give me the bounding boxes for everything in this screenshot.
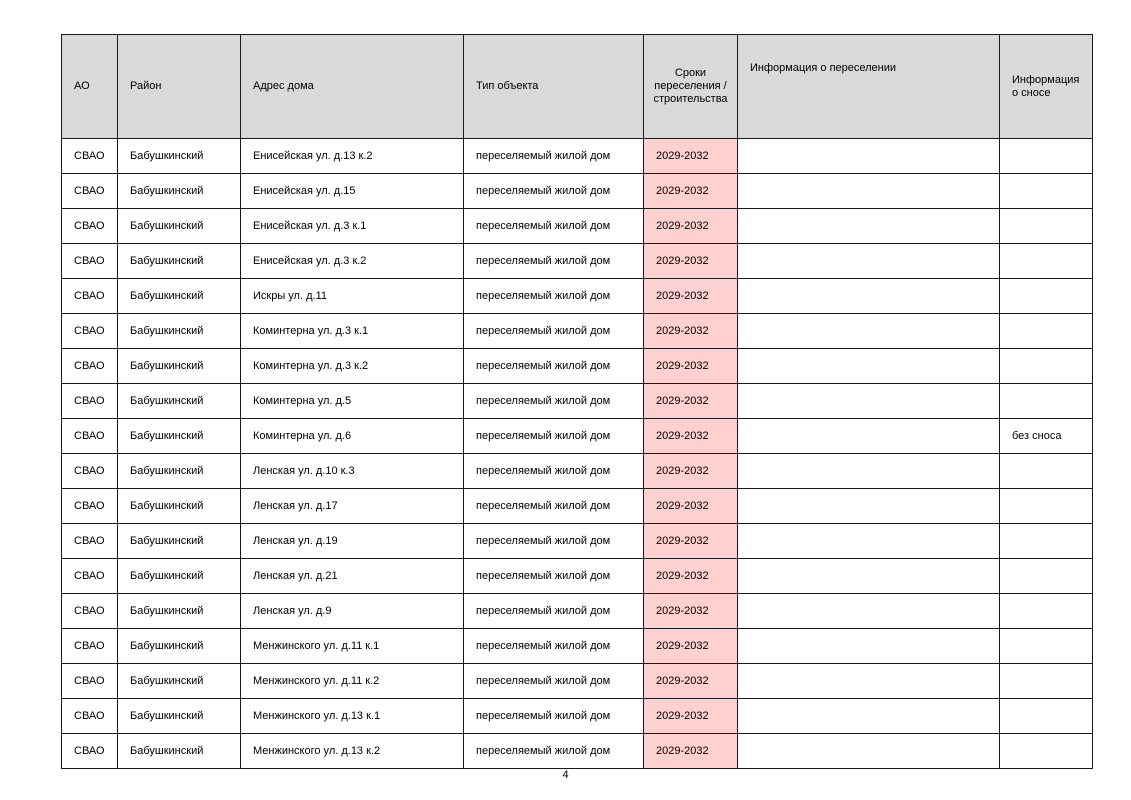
cell-period: 2029-2032: [644, 699, 738, 734]
cell-district: Бабушкинский: [118, 629, 241, 664]
table-row: [62, 279, 1093, 314]
cell-demolition-info: [1000, 139, 1093, 174]
cell-period: 2029-2032: [644, 524, 738, 559]
table-header: [62, 35, 1093, 139]
cell-district: Бабушкинский: [118, 139, 241, 174]
cell-object-type: переселяемый жилой дом: [464, 454, 644, 489]
header-row: [62, 35, 1093, 139]
cell-resettlement-info: [738, 489, 1000, 524]
cell-address: Менжинского ул. д.11 к.2: [241, 664, 464, 699]
header-period: Сроки переселения / строительства: [644, 35, 738, 139]
cell-demolition-info: [1000, 384, 1093, 419]
cell-ao: СВАО: [62, 139, 118, 174]
cell-demolition-info: [1000, 349, 1093, 384]
cell-address: Коминтерна ул. д.5: [241, 384, 464, 419]
cell-period: 2029-2032: [644, 489, 738, 524]
cell-address: Ленская ул. д.21: [241, 559, 464, 594]
cell-district: Бабушкинский: [118, 524, 241, 559]
cell-resettlement-info: [738, 594, 1000, 629]
table-row: [62, 244, 1093, 279]
cell-ao: СВАО: [62, 454, 118, 489]
cell-period: 2029-2032: [644, 314, 738, 349]
cell-address: Коминтерна ул. д.3 к.2: [241, 349, 464, 384]
cell-ao: СВАО: [62, 489, 118, 524]
cell-resettlement-info: [738, 244, 1000, 279]
cell-ao: СВАО: [62, 734, 118, 769]
header-district: Район: [118, 35, 241, 139]
table-row: [62, 629, 1093, 664]
cell-district: Бабушкинский: [118, 349, 241, 384]
cell-district: Бабушкинский: [118, 209, 241, 244]
cell-object-type: переселяемый жилой дом: [464, 279, 644, 314]
cell-object-type: переселяемый жилой дом: [464, 244, 644, 279]
cell-address: Енисейская ул. д.15: [241, 174, 464, 209]
cell-object-type: переселяемый жилой дом: [464, 209, 644, 244]
cell-demolition-info: [1000, 594, 1093, 629]
cell-period: 2029-2032: [644, 629, 738, 664]
cell-demolition-info: [1000, 244, 1093, 279]
cell-address: Ленская ул. д.17: [241, 489, 464, 524]
cell-resettlement-info: [738, 174, 1000, 209]
cell-period: 2029-2032: [644, 244, 738, 279]
cell-district: Бабушкинский: [118, 699, 241, 734]
cell-object-type: переселяемый жилой дом: [464, 664, 644, 699]
cell-resettlement-info: [738, 524, 1000, 559]
header-object-type: Тип объекта: [464, 35, 644, 139]
cell-resettlement-info: [738, 314, 1000, 349]
table-row: [62, 419, 1093, 454]
cell-district: Бабушкинский: [118, 664, 241, 699]
cell-demolition-info: [1000, 699, 1093, 734]
cell-ao: СВАО: [62, 664, 118, 699]
cell-demolition-info: [1000, 559, 1093, 594]
cell-district: Бабушкинский: [118, 419, 241, 454]
cell-ao: СВАО: [62, 244, 118, 279]
table-row: [62, 594, 1093, 629]
cell-address: Ленская ул. д.9: [241, 594, 464, 629]
cell-object-type: переселяемый жилой дом: [464, 419, 644, 454]
table-row: [62, 174, 1093, 209]
cell-resettlement-info: [738, 384, 1000, 419]
cell-ao: СВАО: [62, 384, 118, 419]
cell-demolition-info: без сноса: [1000, 419, 1093, 454]
cell-period: 2029-2032: [644, 139, 738, 174]
cell-ao: СВАО: [62, 629, 118, 664]
cell-ao: СВАО: [62, 279, 118, 314]
cell-ao: СВАО: [62, 209, 118, 244]
header-ao: АО: [62, 35, 118, 139]
cell-district: Бабушкинский: [118, 174, 241, 209]
cell-resettlement-info: [738, 699, 1000, 734]
cell-district: Бабушкинский: [118, 734, 241, 769]
table-row: [62, 349, 1093, 384]
cell-ao: СВАО: [62, 349, 118, 384]
cell-address: Ленская ул. д.10 к.3: [241, 454, 464, 489]
cell-ao: СВАО: [62, 419, 118, 454]
cell-district: Бабушкинский: [118, 314, 241, 349]
cell-object-type: переселяемый жилой дом: [464, 559, 644, 594]
cell-resettlement-info: [738, 349, 1000, 384]
table-row: [62, 489, 1093, 524]
table-row: [62, 664, 1093, 699]
table-body: [62, 139, 1093, 769]
cell-district: Бабушкинский: [118, 594, 241, 629]
cell-demolition-info: [1000, 454, 1093, 489]
cell-object-type: переселяемый жилой дом: [464, 174, 644, 209]
cell-period: 2029-2032: [644, 594, 738, 629]
cell-district: Бабушкинский: [118, 559, 241, 594]
cell-address: Енисейская ул. д.3 к.2: [241, 244, 464, 279]
table-row: [62, 559, 1093, 594]
cell-object-type: переселяемый жилой дом: [464, 349, 644, 384]
cell-demolition-info: [1000, 629, 1093, 664]
resettlement-table: [61, 34, 1093, 769]
cell-object-type: переселяемый жилой дом: [464, 489, 644, 524]
cell-resettlement-info: [738, 734, 1000, 769]
cell-ao: СВАО: [62, 699, 118, 734]
header-resettlement-info: Информация о переселении: [738, 35, 1000, 139]
page-number: 4: [562, 769, 569, 781]
cell-district: Бабушкинский: [118, 489, 241, 524]
cell-resettlement-info: [738, 629, 1000, 664]
cell-object-type: переселяемый жилой дом: [464, 524, 644, 559]
cell-object-type: переселяемый жилой дом: [464, 384, 644, 419]
cell-resettlement-info: [738, 419, 1000, 454]
cell-resettlement-info: [738, 279, 1000, 314]
table-row: [62, 209, 1093, 244]
cell-resettlement-info: [738, 454, 1000, 489]
cell-period: 2029-2032: [644, 734, 738, 769]
cell-period: 2029-2032: [644, 384, 738, 419]
cell-period: 2029-2032: [644, 174, 738, 209]
table-row: [62, 524, 1093, 559]
cell-period: 2029-2032: [644, 349, 738, 384]
cell-ao: СВАО: [62, 559, 118, 594]
cell-resettlement-info: [738, 664, 1000, 699]
cell-address: Коминтерна ул. д.6: [241, 419, 464, 454]
cell-address: Коминтерна ул. д.3 к.1: [241, 314, 464, 349]
cell-period: 2029-2032: [644, 279, 738, 314]
table-row: [62, 699, 1093, 734]
cell-ao: СВАО: [62, 524, 118, 559]
cell-period: 2029-2032: [644, 419, 738, 454]
cell-address: Енисейская ул. д.13 к.2: [241, 139, 464, 174]
table-row: [62, 454, 1093, 489]
cell-address: Менжинского ул. д.11 к.1: [241, 629, 464, 664]
cell-demolition-info: [1000, 489, 1093, 524]
cell-resettlement-info: [738, 559, 1000, 594]
cell-ao: СВАО: [62, 174, 118, 209]
cell-address: Ленская ул. д.19: [241, 524, 464, 559]
cell-demolition-info: [1000, 524, 1093, 559]
cell-demolition-info: [1000, 314, 1093, 349]
table-row: [62, 139, 1093, 174]
cell-address: Менжинского ул. д.13 к.1: [241, 699, 464, 734]
cell-demolition-info: [1000, 734, 1093, 769]
cell-object-type: переселяемый жилой дом: [464, 734, 644, 769]
header-demolition-info: Информация о сносе: [1000, 35, 1093, 139]
cell-object-type: переселяемый жилой дом: [464, 139, 644, 174]
cell-object-type: переселяемый жилой дом: [464, 594, 644, 629]
table-row: [62, 734, 1093, 769]
cell-ao: СВАО: [62, 594, 118, 629]
resettlement-table-container: [61, 34, 1092, 769]
cell-district: Бабушкинский: [118, 279, 241, 314]
cell-resettlement-info: [738, 209, 1000, 244]
cell-district: Бабушкинский: [118, 384, 241, 419]
cell-demolition-info: [1000, 664, 1093, 699]
table-row: [62, 384, 1093, 419]
cell-object-type: переселяемый жилой дом: [464, 629, 644, 664]
cell-address: Искры ул. д.11: [241, 279, 464, 314]
cell-period: 2029-2032: [644, 209, 738, 244]
cell-address: Енисейская ул. д.3 к.1: [241, 209, 464, 244]
table-row: [62, 314, 1093, 349]
cell-address: Менжинского ул. д.13 к.2: [241, 734, 464, 769]
cell-district: Бабушкинский: [118, 454, 241, 489]
cell-period: 2029-2032: [644, 454, 738, 489]
cell-district: Бабушкинский: [118, 244, 241, 279]
header-address: Адрес дома: [241, 35, 464, 139]
cell-object-type: переселяемый жилой дом: [464, 699, 644, 734]
cell-ao: СВАО: [62, 314, 118, 349]
cell-period: 2029-2032: [644, 664, 738, 699]
cell-demolition-info: [1000, 209, 1093, 244]
cell-demolition-info: [1000, 174, 1093, 209]
cell-period: 2029-2032: [644, 559, 738, 594]
cell-object-type: переселяемый жилой дом: [464, 314, 644, 349]
cell-resettlement-info: [738, 139, 1000, 174]
cell-demolition-info: [1000, 279, 1093, 314]
